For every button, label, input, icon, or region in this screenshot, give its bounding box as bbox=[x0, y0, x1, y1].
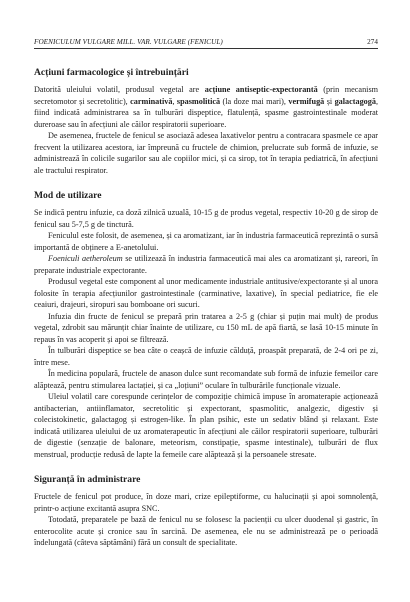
paragraph: De asemenea, fructele de fenicul se asociază adesea laxativelor pentru a contracara spasmele ce apar frecvent la utilizarea acestora, iar împreună cu fructele de chimion, prelucrate sub formă de infuzie, se administrează în colicile sugarilor sau ale copiilor mici, și ca sirop, tot în terapia pediatrică, în afecțiuni ale tractului respirator. bbox=[34, 131, 378, 175]
section-heading: Acțiuni farmacologice și întrebuințări bbox=[34, 67, 189, 78]
running-title: FOENICULUM VULGARE MILL. VAR. VULGARE (FENICUL) bbox=[34, 38, 223, 46]
paragraph: Foeniculi aetheroleum se utilizează în industria farmaceutică mai ales ca aromatizant și, rareori, în preparate industriale expectorante. bbox=[34, 254, 378, 275]
paragraph: Infuzia din fructe de fenicul se prepară prin tratarea a 2-5 g (chiar și puțin mai mult) de produs vegetal, zdrobit sau mărunțit chiar înainte de utilizare, cu 150 mL de apă fiartă, se lasă 10-15 minute în repaus în vas acoperit și apoi se filtrează. bbox=[34, 311, 378, 344]
paragraph: Totodată, preparatele pe bază de fenicul nu se folosesc la pacienții cu ulcer duodenal și gastric, în enterocolite acute și cronice sau în sarcină. De asemenea, ele nu se administrează pe o perioadă îndelungată (câteva săptămâni) fără un consult de specialitate. bbox=[34, 515, 378, 547]
paragraph: Produsul vegetal este component al unor medicamente industriale antitusive/expectorante și al unora folosite în terapia afecțiunilor gastrointestinale (carminative, laxative), în special pediatrice, fie ele ceaiuri, drajeuri, siropuri sau bomboane ori sucuri. bbox=[34, 277, 378, 309]
paragraph: Datorită uleiului volatil, produsul vegetal are acțiune antiseptic-expectorantă (prin mecanism secretomotor și secretolitic), carminativă, spasmolitică (la doze mai mari), vermifugă și galactagogă, fiind indicată administrarea sa în tulburări dispeptice, flatulență, spasme gastrointestinale moderat dureroase sau în afecțiuni ale căilor respiratorii superioare. bbox=[34, 85, 379, 129]
page-number: 274 bbox=[367, 38, 378, 46]
paragraph: Feniculul este folosit, de asemenea, și ca aromatizant, iar în industria farmaceutică reprezintă o sursă importantă de obținere a E-anetolului. bbox=[34, 231, 378, 252]
running-header bbox=[34, 38, 378, 49]
paragraph: Fructele de fenicul pot produce, în doze mari, crize epileptiforme, cu halucinații și apoi somnolență, printr-o acțiune excitantă asupra SNC. bbox=[34, 492, 378, 513]
paragraph: Se indică pentru infuzie, ca doză zilnică uzuală, 10-15 g de produs vegetal, respectiv 10-20 g de sirop de fenicul sau 5-7,5 g de tinctură. bbox=[34, 208, 378, 229]
paragraph: Uleiul volatil care corespunde cerințelor de compoziție chimică impuse în aromaterapie acționează antibacterian, antiinflamator, secretolitic și expectorant, spasmolitic, analgezic, digestiv și colecistokinetic, galactagog și estrogen-like. În plan psihic, este un sedativ blând și relaxant. Este indicată utilizarea uleiului de uz aromaterapeutic în afecțiuni ale căilor respiratorii superioare, tulburări de digestie (senzație de balonare, meteorism, constipație, spasme intestinale), tulburări de flux menstrual, producție redusă de lapte la femeile care alăptează și la persoanele stresate. bbox=[34, 392, 378, 459]
section-heading: Siguranță în administrare bbox=[34, 474, 141, 485]
section-heading: Mod de utilizare bbox=[34, 190, 102, 201]
paragraph: În medicina populară, fructele de anason dulce sunt recomandate sub formă de infuzie femeilor care alăptează, pentru stimularea lactației, și ca „loțiuni” oculare în tulburările funcționale vizuale. bbox=[34, 369, 378, 390]
paragraph: În tulburări dispeptice se bea câte o ceașcă de infuzie călduță, proaspăt preparată, de 2-4 ori pe zi, între mese. bbox=[34, 346, 378, 367]
body-content bbox=[34, 67, 378, 549]
